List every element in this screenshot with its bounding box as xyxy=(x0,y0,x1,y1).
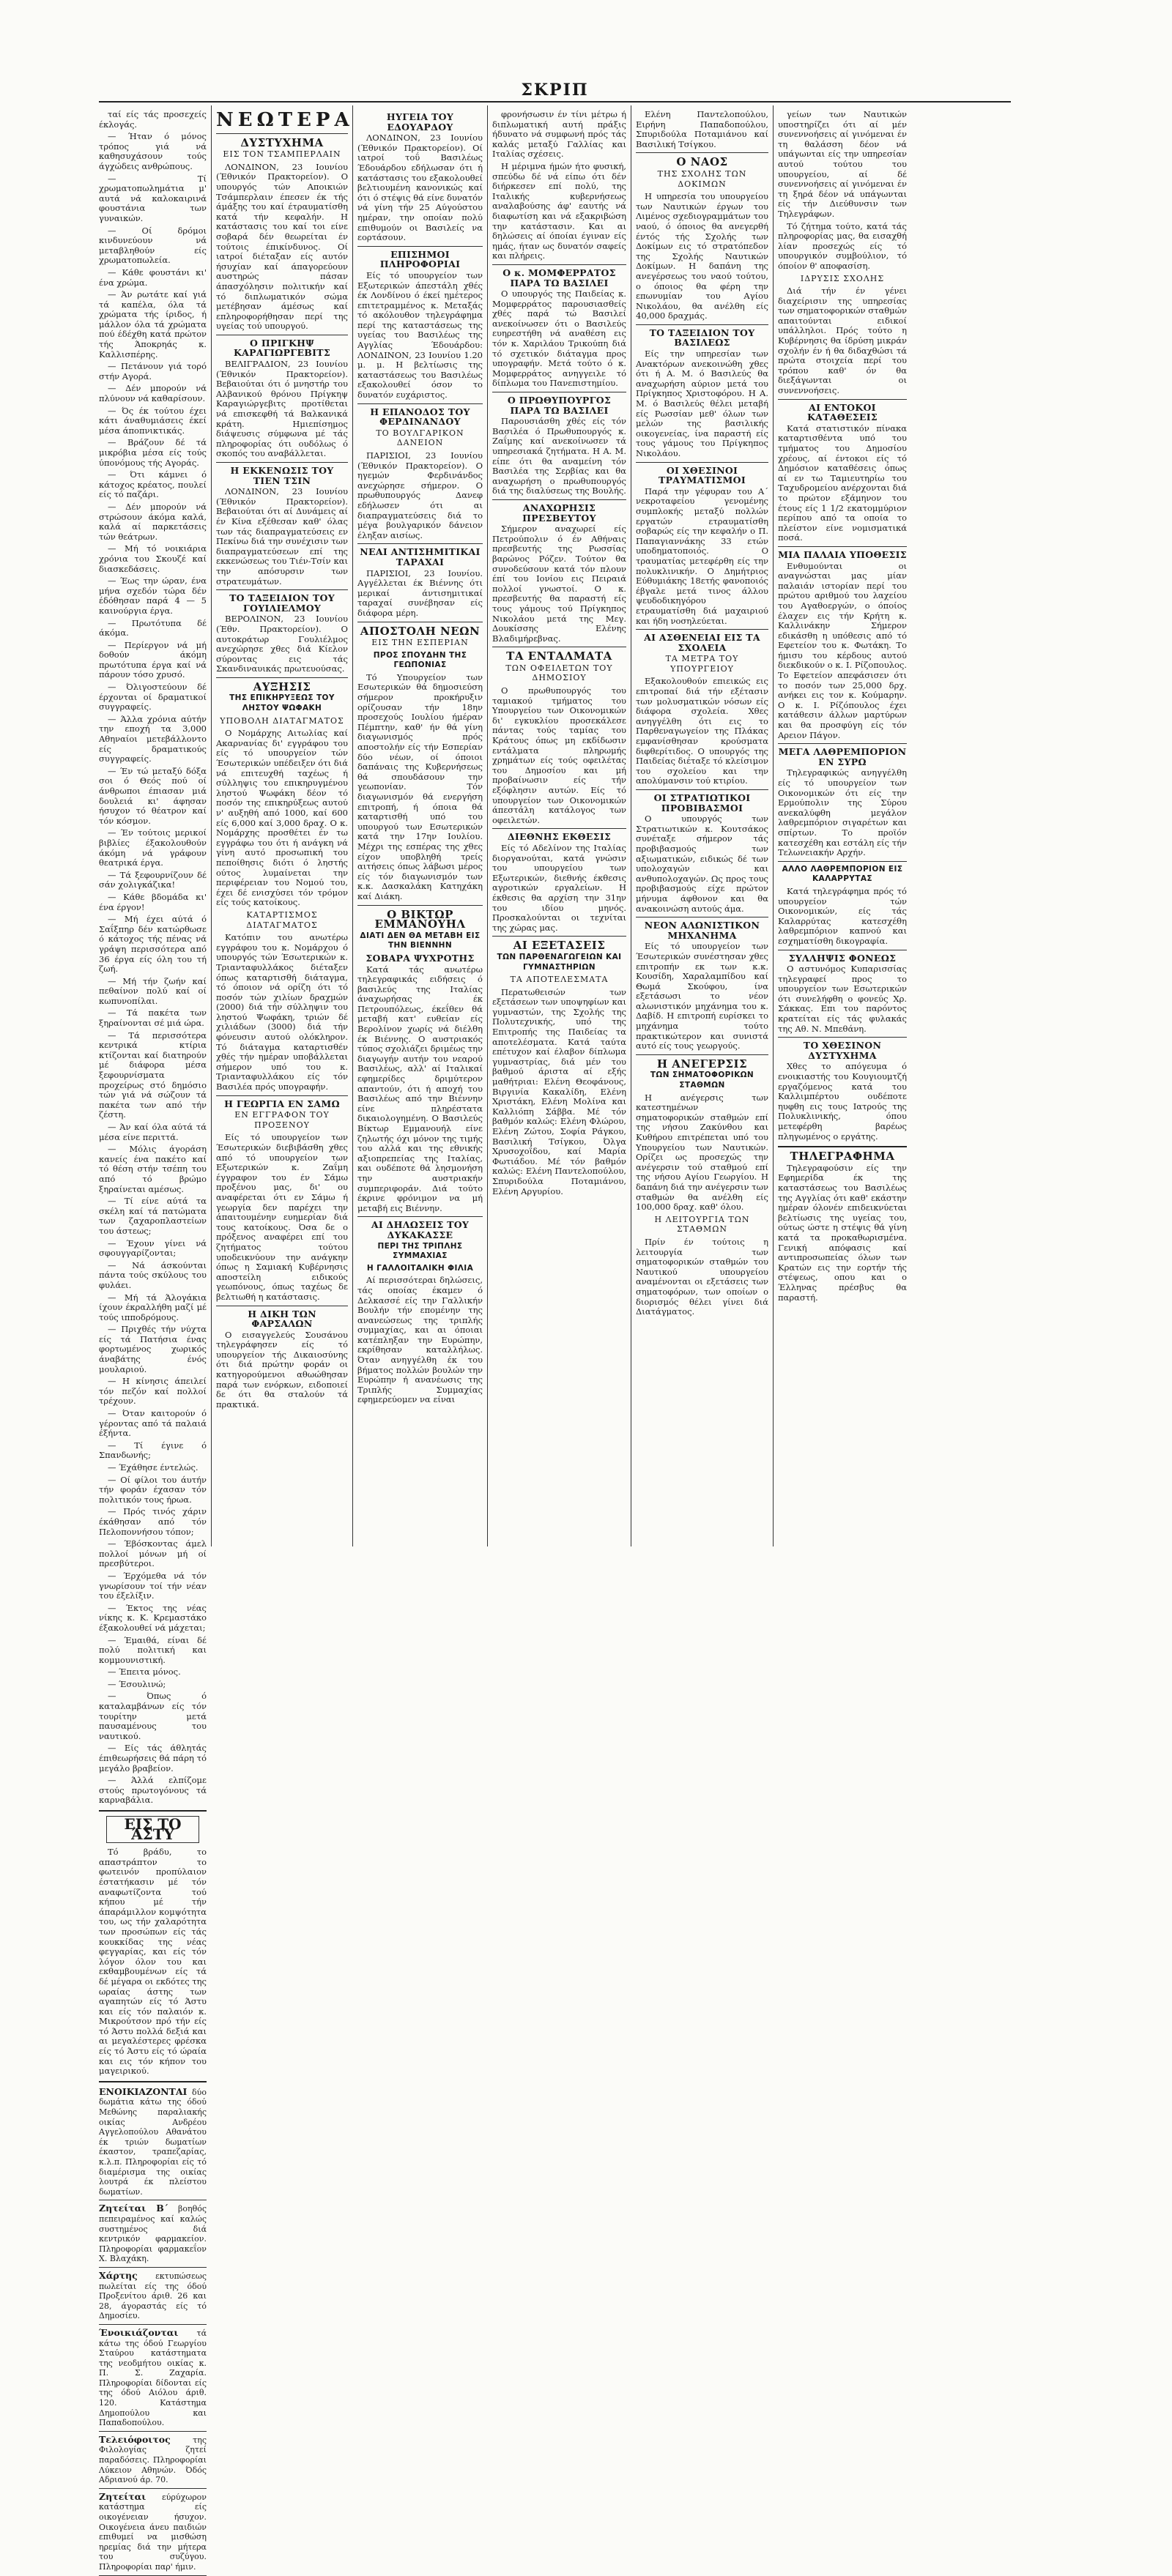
gossip-item: — Τί έγινε ό Σπανδωνής; xyxy=(99,1440,207,1461)
divider xyxy=(492,828,626,829)
article-text: ΛΟΝΔΙΝΟΝ, 23 Ιουνίου (Έθνικόν Πρακτορείον). Ο υπουργός τών Αποικιών Τσάμπερλαιν έπεσεν έκ τής άμάξης του καί έτραυματίσθη κατά τήν κεφαλήν. Η κατάστασις του καί τοι είνε σοβαρά δέν θεωρείται έν τούτοις έπικίνδυνος. Οί ιατροί διέταξαν είς αυτόν ήσυχίαν καί άπαγορεύουν αυστηρώς πάσαν άπασχόλησιν πολιτικήν καί τό διπλωματικόν σώμα μετέβησαν άμέσως καί επληροφορήθησαν περί της υγείας τού υπουργού. xyxy=(216,161,348,332)
article-text: Είς τό υπουργείον των Έσωτερικών συνέστησαν χθες επιτροπήν εκ των κ.κ. Κουσίδη, Χαραλαμπίδου καί Θωμά Σκούφου, ίνα εξετάσωσι το νέον αλωνιστικόν μηχάνημα του κ. Δαβίδ. Η επιτροπή ευρίσκει το μηχάνημα τούτο πρακτικώτερον και συνιστά αυτό είς τους γεωργούς. xyxy=(636,941,768,1051)
section-box-asty: ΕΙΣ ΤΟ ΆΣΤΥ xyxy=(106,1816,199,1843)
headline: ΟΙ ΧΘΕΣΙΝΟΙ ΤΡΑΥΜΑΤΙΣΜΟΙ xyxy=(658,464,746,486)
gossip-item: — Τά περισσότερα κεντρικά κτίρια κτίζονται καί διατηρούν μέ διάφορα μέσα ξεφουρνίσματα προχείρως στό δημόσιο τών γιά νά σώζουν τά πακέτα των από τήν ζέστη. xyxy=(99,1030,207,1120)
classified-ad xyxy=(99,2328,207,2428)
article-text: Τό Υπουργείον των Εσωτερικών θά δημοσιεύση σήμερον προκήρυξιν ορίζουσαν τήν 18ην προσεχούς Ιουλίου ήμέραν Πέμπτην, καθ' ήν θά γίνη διαγωνισμός πρός αποστολήν είς τήν Εσπερίαν δύο νέων, οί όποιοι δαπάναις της Κυβερνήσεως θά σπουδάσουν την γεωπονίαν. Τόν διαγωνισμόν θά ενεργήση επιτροπή, ή όποια θά καταρτισθή υπό του υπουργού των Εσωτερικών κατά την 17ην Ιουλίου. Μέχρι της εσπέρας της χθες είχον υποβληθή τρείς αιτήσεις όπως λάβωσι μέρος είς τόν διαγωνισμόν των κ.κ. Δασκαλάκη Κατηχάκη καί Διάκη. xyxy=(357,671,483,901)
divider xyxy=(357,1216,483,1217)
gossip-item: — Τά ξεφουρνίζουν δέ σάν χολιγκάζικα! xyxy=(99,869,207,890)
headline: ΑΥΞΗΣΙΣ xyxy=(253,680,311,693)
article-text: ΒΕΡΟΛΙΝΟΝ, 23 Ιουνίου (Έθν. Πρακτορείον). Ο αυτοκράτωρ Γουλιέλμος ανεχώρησε χθες διά Κίελον σύροντας εις τάς Σκανδιναυικάς πρωτευούσας. xyxy=(216,614,348,674)
article-text: Η υπηρεσία του υπουργείου των Ναυτικών έργων του Λιμένος σχεδιογραμμάτων του ναού, ό όποιος θα ανεγερθή έντός τής Σχολής των Δοκίμων εις τό στρατόπεδον της Σχολής Ναυτικών Δοκίμων. Η δαπάνη της ανεγέρσεως του ναού τούτου, ο όποιος θα φέρη την επωνυμίαν του Αγίου Νικολάου, θα ανέλθη είς 40,000 δραχμάς. xyxy=(636,191,768,321)
gossip-list xyxy=(99,110,207,1806)
gossip-item: — Άν καί όλα αύτά τά μέσα είνε περιττά. xyxy=(99,1122,207,1142)
headline: Η ΔΙΚΗ ΤΩΝ ΦΑΡΣΑΛΩΝ xyxy=(248,1308,316,1330)
classified-ad xyxy=(99,2435,207,2485)
article-text: Ο αστυνόμος Κυπαρισσίας τηλεγραφεί προς το υπουργείον των Εσωτερικών ότι συνελήφθη ο φονεύς Χρ. Σάκκας. Επι του παρόντος κρατείται είς τάς φυλακάς της Αθ. Ν. Μπεθάνη. xyxy=(778,964,907,1034)
headline: Ο ΠΡΙΓΚΗΨ ΚΑΡΑΓΙΩΡΓΕΒΙΤΣ xyxy=(233,337,331,359)
headline: Ο ΝΑΟΣ xyxy=(676,155,728,169)
gossip-item: — Όλιγοστεύουν δέ έρχονται οί δραματικοί συγγραφείς. xyxy=(99,682,207,712)
classified-ads xyxy=(99,2087,207,2576)
divider xyxy=(99,2324,207,2325)
gossip-item: — Έως την ώραν, ένα μήνα σχεδόν τώρα δέν έδόθησαν παρά 4 — 5 καινούργια έργα. xyxy=(99,576,207,616)
divider xyxy=(778,1037,907,1038)
headline: ΑΙ ΑΣΘΕΝΕΙΑΙ ΕΙΣ ΤΑ ΣΧΟΛΕΙΑ xyxy=(644,632,760,653)
headline: ΤΗΛΕΓΡΑΦΗΜΑ xyxy=(790,1150,895,1164)
headline: ΑΙ ΕΞΕΤΑΣΕΙΣ xyxy=(513,939,606,953)
article-text: Είς την υπηρεσίαν των Ανακτόρων ανεκοινώθη χθες ότι ή Α. Μ. ό Βασιλεύς θα αναχωρήση αύριον μετά του Πρίγκηπος Χριστοφόρου. Η Α. Μ. ό Βασιλεύς θέλει μεταβή είς Ρωσσίαν μεθ' όλων των μελών της βασιλικής οικογενείας, ίνα παραστή είς τους γάμους του Πρίγκηπος Νικολάου. xyxy=(636,349,768,458)
divider xyxy=(357,403,483,404)
ad-text: δύο δωμάτια κάτω της όδού Μεθώνης παραλιακής οικίας Ανδρέου Αγγελοπούλου Αθανάτου έκ τριών δωματίων έκαστον, τραπεζαρίας, κ.λ.π. Πληροφορίαι είς τό διαμέρισμα της οικίας λουτρά έκ πλείστου δωματίων. xyxy=(99,2087,207,2197)
divider xyxy=(216,462,348,463)
classified-ad xyxy=(99,2203,207,2264)
gossip-item: — Μή έχει αύτά ό Σαΐξπηρ δέν κατώρθωσε ό κάτοχος τής πένας νά γράψη περισσότερα από 36 έργα είς όλη του τή ζωή. xyxy=(99,914,207,975)
gossip-item: — Πρός τινός χάριν έκάθησαν από τόν Πελοποννήσου τόπον; xyxy=(99,1506,207,1537)
gossip-item: — Έν τώ μεταξύ δόξα σοι ό Θεός πού οί άνθρωποι έπιασαν μιά δουλειά κι' άφησαν ήσυχον τό θέατρον καί τόν κόσμον. xyxy=(99,765,207,826)
gossip-item: — Κάθε βδομάδα κι' ένα έργον! xyxy=(99,891,207,912)
article-text: Περατωθεισών των εξετάσεων των υποψηφίων και γυμναστών, της Σχολής της Πολυτεχνικής, υπό της Επιτροπής της Παιδείας τα αποτελέσματα. Κατά ταύτα επέτυχον καί έλαβον δίπλωμα γυμναστρίας, διά μέν του βαθμού άριστα αί εξής μαθήτριαι: Ελένη Θεοφάνους, Βιργινία Κακαλίδη, Ελένη Χριστάκη, Ελένη Μολίνα και Καλλιόπη Σάββα. Μέ τόν βαθμόν καλώς: Ελένη Φλώρου, Ελένη Ζώτου, Σοφία Ράγκου, Βασιλική Τσίγκου, Όλγα Χρυσοχοΐδου, καί Μαρία Φωτιάδου. Μέ τόν βαθμόν καλώς: Ελένη Παντελοπούλου, Σπυριδούλα Ποταμιάνου, Ελένη Αργυρίου. xyxy=(492,986,626,1196)
headline: ΑΛΛΟ ΛΑΘΡΕΜΠΟΡΙΟΝ ΕΙΣ ΚΑΛΑΡΡΥΤΑΣ xyxy=(782,864,903,884)
divider xyxy=(636,789,768,790)
ad-heading: ΕΝΟΙΚΙΑΖΟΝΤΑΙ xyxy=(99,2085,188,2097)
divider xyxy=(492,499,626,500)
gossip-item: — Νά άσκούνται πάντα τούς σκύλους του φυλάει. xyxy=(99,1259,207,1290)
article-text: Τηλεγραφούσιν είς την Εφημερίδα έκ της καταστάσεως του Βασιλέως της Αγγλίας ότι καθ' εκάστην ημέραν όλονέν επιδεικνύεται βελτίωσις της υγείας του, ούτως ώστε η στέψις θά γίνη κατά τα προκαθωρισμένα. Γενική απόφασις καί αντιπροσωπείας όλων των Κρατών εις την εορτήν τής στέψεως, οπου και ο Έλληνας πρέσβυς θα παραστή. xyxy=(778,1162,907,1303)
gossip-item: — Άν ρωτάτε καί γιά τά καπέλα, όλα τά χρώματα τής ίριδος, ή μάλλον όλα τά χρώματα πού έδέχθη κατά πρώτον τής Άποκρηάς κ. Καλλισπέρης. xyxy=(99,289,207,360)
divider xyxy=(636,1054,768,1055)
column-2 xyxy=(216,109,354,1545)
gossip-item: — Έχάθησε έντελώς. xyxy=(108,1462,199,1473)
gossip-item: — Έκτος της νέας νίκης κ. Κ. Κρεμαστάκο έξακολουθεί νά μάχεται; xyxy=(99,1602,207,1633)
gossip-item: — Μή τήν ζωήν καί πεθαίνον πολύ καί οί κωπυνοπίλαι. xyxy=(99,975,207,1006)
gossip-item: — Κάθε φουστάνι κι' ένα χρώμα. xyxy=(99,267,207,288)
divider xyxy=(636,629,768,630)
headline: ΝΕΑΙ ΑΝΤΙΣΗΜΙΤΙΚΑΙ ΤΑΡΑΧΑΙ xyxy=(360,546,481,567)
gossip-item: — Πετάνουν γιά τορό στήν Αγορά. xyxy=(99,361,207,381)
subheadline: ΔΙΑΤΙ ΔΕΝ ΘΑ ΜΕΤΑΒΗ ΕΙΣ ΤΗΝ ΒΙΕΝΝΗΝ xyxy=(360,931,481,950)
article-text: Παρά την γέφυραν του Α΄ νεκροταφείου γενομένης συμπλοκής μεταξύ πολλών εργατών ετραυματίσθη σοβαρώς είς την κεφαλήν ο Π. Παπαγιαννάκης 33 ετών υποδηματοποιός. Ο τραυματίας μετεφέρθη είς την πολυκλινικήν. Ο Δημήτριος Εύθυμιάκης 18ετής φανοποιός έβγαλε μετά τινος άλλου ψευδοδικηγόρου ετραυματίσθη διά μαχαιριού και ήδη νοσηλεύεται. xyxy=(636,485,768,626)
column-rule xyxy=(773,105,774,1546)
headline: Η ΑΝΕΓΕΡΣΙΣ xyxy=(656,1057,748,1071)
article-text: Είς τό υπουργείον των Έσωτερικών διεβιβάσθη χθες από τό υπουργείον των Εξωτερικών κ. Ζαΐμη έγγραφον του έν Σάμω προξένου μας, δι' ου αναφέρεται ότι εν Σάμω ή γεωργία δεν παρέχει την άπαιτουμένην ευημερίαν διά τους κατοίκους. Όσα δε ο πρόξενος αναφέρει επί του ζητήματος τούτου υποδεικνύουν την ανάγκην όπως η Σαμιακή Κυβέρνησις αποστείλη ειδικούς γεωπόνους, όπως ταχέως δε βελτιωθή η κατάστασις. xyxy=(216,1132,348,1302)
subheadline: ΚΑΤΑΡΤΙΣΜΟΣ ΔΙΑΤΑΓΜΑΤΟΣ xyxy=(246,909,318,930)
article-text: Ο Νομάρχης Αιτωλίας καί Ακαρνανίας δι' εγγράφου του είς τό υπουργείον τών Έσωτερικών υπέδειξεν ότι διά νά επιτευχθή ταχέως ή σύλληψις του επικηρυγμένου ληστού Ψωφάκη δέον τό ποσόν της επικηρύξεως αυτού ν' αυξηθή από 1000, καί 600 είς 6,000 καί 3,000 δραχ. Ο κ. Νομάρχης προσθέτει έν τω εγγράφω του ότι ή ανάγκη νά γίνη αυτό προσωπική του πεποίθησις διότι ό ληστής ούτος λυμαίνεται την περιφέρειαν του Νομού του, έχει δέ ενισχύσει τόν τρόμον είς τούς κατοίκους. xyxy=(216,728,348,908)
classified-ad xyxy=(99,2087,207,2197)
divider xyxy=(216,1095,348,1096)
article-text: Η μέριμνα ήμών ήτο φυσική, σπεύδω δέ νά είπω ότι δέν διήρκεσεν επί πολύ, της Ιταλικής κυβερνήσεως αναλαβούσης άφ' εαυτής νά διαφωτίση και νά εξακριβώση την κατάστασιν. Και αι δηλώσεις αί όποίαι έγιναν είς ημάς, ήταν ως δυνατόν σαφείς και πλήρεις. xyxy=(492,160,626,261)
divider xyxy=(99,2081,207,2082)
article-text: ΛΟΝΔΙΝΟΝ, 23 Ιουνίου (Έθνικόν Πρακτορείον). Βεβαιούται ότι αί Δυνάμεις αί έν Κίνα εξέθεσαν καθ' όλας των τάς διαπραγματεύσεις εν Πεκίνω διά την συνέχισιν των διαπραγματεύσεων επί της εκκενώσεως του Τιέν-Τσίν και την απόσυρσιν των στρατευμάτων. xyxy=(216,486,348,587)
headline: ΑΙ ΔΗΛΩΣΕΙΣ ΤΟΥ ΔΥΚΑΚΑΣΣΕ xyxy=(371,1219,470,1240)
masthead: ΣΚΡΙΠ xyxy=(521,81,589,100)
gossip-item: — Έχουν γίνει νά σφουγγαρίζονται; xyxy=(99,1237,207,1259)
gossip-item: — Η κίνησις άπειλεί τόν πεζόν καί πολλοί τρέχουν. xyxy=(99,1376,207,1407)
ad-text: εκτυπώσεως πωλείται είς της όδού Προξενίτου άριθ. 26 και 28, άγοραστάς είς τό Δημοσίευ. xyxy=(99,2271,207,2321)
headline: ΑΝΑΧΩΡΗΣΙΣ ΠΡΕΣΒΕΥΤΟΥ xyxy=(522,502,596,524)
article-text: Εξακολουθούν επιεικώς εις επιτροπαί διά τήν εξέτασιν των μολυσματικών νόσων είς διάφορα σχολεία. Χθες ανηγγέλθη ότι εις το Παρθεναγωγείον της Πλάκας εμφανίσθησαν κρούσματα διφθερίτιδος. Ο υπουργός της Παιδείας διέταξε τό κλείσιμον του σχολείου και την απολύμανσιν τού κτιρίου. xyxy=(636,676,768,786)
gossip-item: — Έν τούτοις μερικοί βιβλίες έξακολουθούν άκόμη νά γράφουν θεατρικά έργα. xyxy=(99,827,207,868)
headline: ΟΙ ΣΤΡΑΤΙΩΤΙΚΟΙ ΠΡΟΒΙΒΑΣΜΟΙ xyxy=(653,792,751,814)
article-text: φρονήσωσιν έν τίνι μέτρω ή διπλωματική αυτή πράξις ήδυνατο νά συμφωνή πρός τάς καλάς μεταξύ Γαλλίας και Ιταλίας σχέσεις. xyxy=(492,109,626,160)
subheadline: ΤΩΝ ΠΑΡΘΕΝΑΓΩΓΕΙΩΝ ΚΑΙ ΓΥΜΝΑΣΤΗΡΙΩΝ xyxy=(497,952,622,972)
article-text: Τηλεγραφικώς ανηγγέλθη είς τό υπουργείον των Οικονομικών ότι είς την Ερμούπολιν της Σύρου ανεκαλύφθη μεγάλον λαθρεμπόριον σιγαρέτων και σπίρτων. Το προϊόν κατεσχέθη και εστάλη είς τήν Τελωνειακήν Αρχήν. xyxy=(778,767,907,858)
headline: Η ΓΕΩΡΓΙΑ ΕΝ ΣΑΜΩ xyxy=(224,1098,340,1109)
divider xyxy=(778,399,907,400)
gossip-item: — Τί χρωματοπωλημάτια μ' αυτά νά καλοκαιρινά φουστάνια των γυναικών. xyxy=(99,173,207,223)
headline: ΣΥΛΛΗΨΙΣ ΦΟΝΕΩΣ xyxy=(788,952,897,964)
ad-heading: Ένοικιάζονται xyxy=(99,2326,179,2338)
divider xyxy=(99,2267,207,2268)
divider xyxy=(636,324,768,325)
article-text: ΒΕΛΙΓΡΑΔΙΟΝ, 23 Ιουνίου (Έθνικόν Πρακτορείον). Βεβαιούται ότι ό μνηστήρ του Αλβανικού θρόνου Πρίγκηψ Καραγιώργεβιτς προτίθεται νά επισκεφθή τά Βαλκανικά κράτη. Ημιεπίσημος διάψευσις σύμφωνα μέ τάς πληροφορίας ότι ουδόλως ό σκοπός του αναβάλλεται. xyxy=(216,359,348,459)
headline: ΔΥΣΤΥΧΗΜΑ xyxy=(240,135,324,149)
headline: Ο κ. ΜΟΜΦΕΡΡΑΤΟΣ ΠΑΡΑ ΤΩ ΒΑΣΙΛΕΙ xyxy=(502,267,616,289)
headline: ΑΙ ΕΝΤΟΚΟΙ ΚΑΤΑΘΕΣΕΙΣ xyxy=(806,401,878,423)
subheadline: ΕΝ ΕΓΓΡΑΦΟΝ ΤΟΥ ΠΡΟΞΕΝΟΥ xyxy=(234,1110,330,1130)
subheadline: ΤΩΝ ΣΗΜΑΤΟΦΟΡΙΚΩΝ ΣΤΑΘΜΩΝ xyxy=(650,1071,754,1090)
column-1 xyxy=(99,109,207,2572)
ad-text: βοηθός πεπειραμένος καί καλώς συστημένος διά κεντρικόν φαρμακείον. Πληροφορίαι φαρμακεΐον Χ. Βλαχάκη. xyxy=(99,2204,207,2264)
divider xyxy=(357,905,483,906)
headline: Η ΕΠΑΝΟΔΟΣ ΤΟΥ ΦΕΡΔΙΝΑΝΔΟΥ xyxy=(370,406,470,428)
article-text: Παρουσιάσθη χθές είς τόν Βασιλέα ό Πρωθυπουργός κ. Ζαΐμης καί ανεκοίνωσεν τά υπηρεσιακά ζητήματα. Η Α. Μ. είπε ότι θα αναμείνη τόν Βασιλέα της Σερβίας και θα αναχωρήση ο πρωθυπουργός διά της διαλύσεως της Βουλής. xyxy=(492,416,626,496)
gossip-item: — Περίεργον νά μή δοθούν άκόμη πρωτότυπα έργα καί νά πάρουν τόσο χρυσό. xyxy=(99,639,207,680)
divider xyxy=(357,543,483,544)
gossip-item: — Μόλις άγοράση κανείς ένα πακέτο καί τό θέση στήν τσέπη του από τό βρώμο ξηραίνεται αμέσως. xyxy=(99,1144,207,1194)
gossip-item: — Έβόσκοντας άμελ πολλοί μόνων μή οί πρεσβύτεροι. xyxy=(99,1538,207,1569)
headline: ΜΕΓΑ ΛΑΘΡΕΜΠΟΡΙΟΝ ΕΝ ΣΥΡΩ xyxy=(778,746,907,767)
gossip-item: — Όπως ό καταλαμβάνων είς τόν τουρίτην μετά παυσαμένους του ναυτικού. xyxy=(99,1691,207,1741)
divider xyxy=(99,1810,207,1812)
ad-text: της Φιλολογίας ζητεί παραδόσεις. Πληροφορίαι Λύκειον Αθηνών. Όδός Αδριανού άρ. 70. xyxy=(99,2435,207,2485)
divider xyxy=(492,936,626,937)
article-text: ΛΟΝΔΙΝΟΝ, 23 Ιουνίου (Έθνικόν Πρακτορείον). Οί ιατροί τοΰ Βασιλέως Έδουάρδου εδήλωσαν ότι ή κατάστασις του εξακολουθεί βελτιουμένη κανονικώς καί ότι ό στέψις θά είνε δυνατόν νά γίνη τήν 25 Αύγούστου ημέραν, την οποίαν πολύ επιθυμούν οι Βασιλείς να εορτάσουν. xyxy=(357,133,483,243)
gossip-item: — Δέν μπορούν νά στρώσουν άκόμα καλά, καλά αί παρκετάσεις τών θεάτρων. xyxy=(99,501,207,542)
column-3 xyxy=(357,110,483,1545)
headline: ΤΑ ΕΝΤΑΛΜΑΤΑ xyxy=(506,649,612,663)
gossip-item: — Έπειτα μόνος. xyxy=(108,1667,181,1678)
article-text: Κατά στατιστικόν πίνακα καταρτισθέντα υπό του τμήματος του Δημοσίου χρέους, αί έντοκοι είς τό Δημόσιον καταθέσεις όπως αί εν τω Ταμιευτηρίω του Ταχυδρομείου ανέρχονται διά το πρώτον εξάμηνον του έτους είς 1 1/2 εκατομμύριον περίπου από τα οποία το πλείστον είνε νομισματικά ποσά. xyxy=(778,422,907,543)
ad-text: τά κάτω της όδού Γεωργίου Σταύρου κατάστηματα της νεοδμήτου οικίας κ. Π. Σ. Ζαχαρία. Πληροφορίαι δίδονται είς της όδού Αιόλου άριθ. 120. Κατάστημα Δημοπούλου και Παπαδοπούλου. xyxy=(99,2328,207,2428)
gossip-item: — Άλλά ελπίζομε στούς πρωτογόνους τά καρναβάλια. xyxy=(99,1775,207,1806)
subheadline: ΕΙΣ ΤΟΝ ΤΣΑΜΠΕΡΛΑΙΝ xyxy=(223,149,341,160)
article-text: Κατά τάς ανωτέρω τηλεγραφικάς ειδήσεις ό βασιλεύς της Ιταλίας άναχωρήσας έκ Πετρουπόλεως, έκεΐθεν θά μεταβή κατ' ευθείαν είς Βερολίνον χωρίς νά διέλθη έκ Βιέννης. Ο αυστριακός τύπος σχολιάζει δριμέως την διαγωγήν αυτήν του νεαρού Βασιλέως, αλλ' αί Ιταλικαί εφημερίδες δριμύτερον απαντούν, ότι ή αποχή του Βασιλέως από την Βιέννην είνε πληρέστατα δικαιολογημένη. Ο Βασιλεύς Βίκτωρ Εμμανουήλ είνε ζηλωτής όχι μόνον της τιμής του αλλά και της εθνικής αξιοπρεπείας της Ιταλίας, και ουδέποτε θά λησμονήση την αυστριακήν συμπεριφοράν. Διά τούτο έκρινε φρόνιμον να μή μεταβή εις Βιέννην. xyxy=(357,964,483,1213)
asty-text: Τό βράδυ, το απαστράπτον το φωτεινόν προπύλαιον έστατήκασιν μέ τόν αναφωτίζοντα τού κήπου μέ τήν άπαράμιλλον κομψότητα του, ως τήν χαλαρότητα των προσώπων είς τάς κουκκίδας της νέας φεγγαρίας, και είς τόν λόγον όλον του και εκθαμβουμένων είς τά δέ μέγαρα οι εκδότες της ωραίας άστης των αγαπητών είς τό Άστυ και είς τόν παλαιόν κ. Μικρούτσον πρό τήν είς τό Άστυ πολλά δεξιά και αι μεγαλέστερες φρέσκα είς τό Άστυ είς τό ώραία και εις τόν κήπον του μαγειρικού. xyxy=(99,1847,207,2077)
gossip-item: — Μή τά Άλογάκια ίχουν έκραλλήθη μαζί μέ τούς ιπποδρόμους. xyxy=(99,1292,207,1322)
headline: ΤΟ ΤΑΞΕΙΔΙΟΝ ΤΟΥ ΓΟΥΙΛΙΕΛΜΟΥ xyxy=(229,592,335,614)
ad-heading: Χάρτης xyxy=(99,2269,138,2281)
article-text: Αί περισσότεραι δηλώσεις, τάς οποίας έκαμεν ό Δελκασσέ είς την Γαλλικήν Βουλήν τήν επομένην της ανανεώσεως της τριπλής συμμαχίας, και αι όποιαι κατέπληξαν την Ευρώπην, εκρίθησαν καταλλήλως. Όταν ανηγγέλθη έκ του βήματος πολλών βουλών την Ευρώπην ή ανανέωσις της Τριπλής Συμμαχίας εφημερεύομεν να είναι xyxy=(357,1275,483,1405)
subheadline: ΤΑ ΜΕΤΡΑ ΤΟΥ ΥΠΟΥΡΓΕΙΟΥ xyxy=(665,654,739,674)
gossip-item: — Είς τάς άθλητάς έπιθεωρήσεις θά πάρη τό μεγάλο βραβείον. xyxy=(99,1743,207,1773)
headline: ΝΕΟΝ ΑΛΩΝΙΣΤΙΚΟΝ ΜΗΧΑΝΗΜΑ xyxy=(644,920,760,941)
article-text: Χθες το απόγευμα ό ενοικιαστής του Κουγιουμτζή εργαζόμενος κατά του Καλλιμπέρτου ουδέποτε ηυφθη εις τους Ιατρούς της Πολυκλινικής, όπου μετεφέρθη βαρέως πληγωμένος ο εργάτης. xyxy=(778,1061,907,1142)
column-6 xyxy=(778,110,907,1545)
headline: ΑΠΟΣΤΟΛΗ ΝΕΩΝ xyxy=(360,624,481,638)
article-text: ΠΑΡΙΣΙΟΙ, 23 Ιουνίου (Έθνικόν Πρακτορείον). Ο ηγεμών Φερδινάνδος ανεχώρησε σήμερον. Ο πρωθυπουργός Δανεφ εδήλωσεν ότι αι διαπραγματεύσεις διά το μέγα βουλγαρικόν δάνειον έληξαν αισίως. xyxy=(357,450,483,540)
gossip-item: — Ήταν ό μόνος τρόπος γιά νά καθησυχάσουν τούς άγχώδεις ανθρώπους. xyxy=(99,131,207,171)
article-text: Ο υπουργός της Παιδείας κ. Μομφερράτος παρουσιασθείς χθές παρά τώ Βασιλεί ανεκοίνωσεν ότι ο Βασιλεύς ευηρεστήθη νά αναθέση εις τόν κ. Χαριλάου Τρικούπη διά τό σχετικόν διάταγμα προς υπογραφήν. Μετά τούτο ό κ. Μομφερράτος ανηγγειλε τό δίπλωμα του Πανεπιστημίου. xyxy=(492,289,626,389)
subheadline: ΤΩΝ ΟΦΕΙΛΕΤΩΝ ΤΟΥ ΔΗΜΟΣΙΟΥ xyxy=(505,663,613,683)
subheadline: ΤΗΣ ΕΠΙΚΗΡΥΞΕΩΣ ΤΟΥ ΛΗΣΤΟΥ ΨΩΦΑΚΗ xyxy=(229,693,335,713)
gossip-item: — Μή τό νοικιάρια χρόνια του Σκουζέ καί διασκεδάσεις. xyxy=(99,543,207,574)
ad-heading: Ζητείται Β΄ xyxy=(99,2203,169,2214)
gossip-item: — Οί φίλοι του άυτήν τήν φοράν έχασαν τόν πολιτικόν τους ήρωα. xyxy=(99,1474,207,1505)
headline: ΤΟ ΤΑΞΕΙΔΙΟΝ ΤΟΥ ΒΑΣΙΛΕΩΣ xyxy=(649,327,755,349)
headline: ΕΠΙΣΗΜΟΙ ΠΛΗΡΟΦΟΡΙΑΙ xyxy=(379,248,461,270)
divider xyxy=(778,1146,907,1147)
column-5 xyxy=(636,110,768,1545)
gossip-item: — Όταν καιτορούν ό γέροντας από τά παλαιά έξήντα. xyxy=(99,1408,207,1439)
subheadline: ΠΕΡΙ ΤΗΣ ΤΡΙΠΛΗΣ ΣΥΜΜΑΧΙΑΣ xyxy=(377,1241,463,1261)
newspaper-page xyxy=(99,81,1011,2572)
divider xyxy=(492,264,626,265)
column-rule xyxy=(211,105,212,1546)
gossip-item: — Έμαιθά, είναι δέ πολύ πολιτική και κομμουνιστική. xyxy=(99,1634,207,1665)
subheadline: Η ΓΑΛΛΟΙΤΑΛΙΚΗ ΦΙΛΙΑ xyxy=(366,1263,474,1273)
classified-ad xyxy=(99,2271,207,2321)
article-text: Κατόπιν του ανωτέρω εγγράφου του κ. Νομάρχου ό υπουργός τών Έσωτερικών κ. Τριανταφυλλάκος διέταξεν όπως καταρτισθή διάταγμα, τό όποιον νά ορίζη ότι τό ποσόν τών χιλίων δραχμών (2000) διά τήν σύλληψιν του ληστού Ψωφάκη, τριών δέ χιλιάδων (3000) διά τήν φόνευσιν αυτού ολόκληρον. Τό διάταγμα καταρτισθέν χθές τήν ημέραν υποβάλλεται σήμερον υπό του κ. Τριανταφυλλάκου είς τόν Βασιλέα πρός υπογραφήν. xyxy=(216,932,348,1092)
column-4 xyxy=(492,110,626,1545)
gossip-item: — Πριχθές τήν νύχτα είς τά Πατήσια ένας φορτωμένος χωρικός άναβάτης ένός μουλαριού. xyxy=(99,1324,207,1374)
subheadline: ΕΙΣ ΤΗΝ ΕΣΠΕΡΙΑΝ xyxy=(371,638,469,648)
article-text: Ο υπουργός των Στρατιωτικών κ. Κουτσάκος συνέταξε σήμερον τάς προβιβασμούς των αξιωματικών, ειδικώς δέ των υπολοχαγών και ανθυπολοχαγών. Ως προς τους προβιβασμούς είχε πρώτον μήνυμα άφθονον και θα ανακοινώση αυτούς άμα. xyxy=(636,814,768,914)
ad-heading: Ζητείται xyxy=(99,2490,146,2502)
gossip-item: — Ός έκ τούτου έχει κάτι άναθυμιάσεις έκεί μέσα άποπνικτικάς. xyxy=(99,405,207,436)
subheadline: ΤΑ ΑΠΟΤΕΛΕΣΜΑΤΑ xyxy=(510,975,609,985)
article-text: Είς τό Αδελίνον της Ιταλίας διοργανούται, κατά γνώσιν του υπουργείου των Εξωτερικών, διεθνής έκθεσις αγροτικών εργαλείων. Η έκθεσις θα αρχίση την 31ην του ιδίου μηνός. Προσκαλούνται οι τεχνίται της χώρας μας. xyxy=(492,842,626,933)
headline: ΔΙΕΘΝΗΣ ΕΚΘΕΣΙΣ xyxy=(507,831,612,843)
article-text: Η ανέγερσις των κατεστημένων σηματοφορικών σταθμών επί της νήσου Ζακύνθου και Κυθήρου επιτρέπεται υπό του Υπουργείου των Ναυτικών. Ορίζει ως προσεχώς την ανέγερσιν τού σταθμού επί της νήσου Αγίου Γεωργίου. Η δαπάνη διά την ανέγερσιν των σταθμών θα ανέλθη είς 100,000 δραχ. καθ' όλου. xyxy=(636,1092,768,1213)
banner-neotera: ΝΕΩΤΕΡΑ xyxy=(216,109,354,131)
gossip-item: — Άλλα χρόνια αύτήν την εποχή τα 3,000 Αθηναίοι μετεβάλλοντο είς δραματικούς συγγραφείς. xyxy=(99,713,207,764)
article-text: Ενθυμούνται οι αναγνώσται μας μίαν παλαιάν ιστορίαν περί του πρώτου αριθμού του λαχείου του Αγαθοεργών, ο όποίος έλαχεν εις τήν Κρήτη κ. Καλλινάκην Σήμερον εδικάσθη η υπόθεσις από τό Εφετείον του κ. Φωτάκη. Το ήμισυ του κέρδους αυτού διεκδικούν ο κ. Ι. Ρίζοπουλος. Το Εφετείον απεφάσισεν ότι το ποσόν των 25,000 δρχ. ανήκει εις τον κ. Κούμαρην. Ο κ. Ι. Ρίζόπουλος έχει κατάθεσιν άλλων μαρτύρων και θα προσφύγη είς τόν Αρειον Πάγον. xyxy=(778,560,907,740)
gossip-item: — Τά πακέτα των ξηραίνονται σέ μιά ώρα. xyxy=(99,1008,207,1029)
ad-text: εύρύχωρον κατάστημα είς οικογένειαν ήσυχον. Οικογένεια άνευ παιδιών επιθυμεί να μισθώση ηρεμίας διά την μήτερα του συζύγου. Πληροφορίαι παρ' ήμιν. xyxy=(99,2492,207,2572)
gossip-item: — Έσουλινώ; xyxy=(108,1678,166,1689)
masthead-rule xyxy=(99,101,1011,103)
headline: ΤΟ ΧΘΕΣΙΝΟΝ ΔΥΣΤΥΧΗΜΑ xyxy=(803,1040,882,1061)
ad-heading: Τελειόφοιτος xyxy=(99,2433,171,2445)
divider xyxy=(216,589,348,590)
divider xyxy=(636,462,768,463)
article-text: Τό ζήτημα τούτο, κατά τάς πληροφορίας μας, θα εισαχθή λίαν προσεχώς είς τό υπουργικόν συμβούλιον, τό όποίον θ' αποφασίση. xyxy=(778,220,907,271)
headline: Ο ΠΡΩΘΥΠΟΥΡΓΟΣ ΠΑΡΑ ΤΩ ΒΑΣΙΛΕΙ xyxy=(507,395,612,416)
subheadline: ΙΔΡΥΣΙΣ ΣΧΟΛΗΣ xyxy=(800,273,885,283)
headline: Ο ΒΙΚΤΩΡ ΕΜΜΑΝΟΥΗΛ xyxy=(374,907,466,931)
divider xyxy=(357,246,483,247)
article-text: Ελένη Παντελοπούλου, Ειρήνη Παπαδοπούλου, Σπυριδούλα Ποταμιάνου καί Βασιλική Τσίγκου. xyxy=(636,109,768,149)
headline: ΗΥΓΕΙΑ ΤΟΥ ΕΔΟΥΑΡΔΟΥ xyxy=(386,111,454,133)
divider xyxy=(99,2488,207,2489)
column-rule xyxy=(352,105,353,1546)
divider xyxy=(99,2431,207,2432)
subheadline: ΠΡΟΣ ΣΠΟΥΔΗΝ ΤΗΣ ΓΕΩΠΟΝΙΑΣ xyxy=(373,650,467,670)
divider xyxy=(778,861,907,862)
article-text: Κατά τηλεγράφημα πρός τό υπουργείον τών Οικονομικών, είς τάς Καλαρρύτας κατεσχέθη λαθρεμπόριον καπνού και εσχηματίσθη δικογραφία. xyxy=(778,885,907,946)
subheadline: ΤΗΣ ΣΧΟΛΗΣ ΤΩΝ ΔΟΚΙΜΩΝ xyxy=(657,168,747,189)
gossip-item: — Ότι κάμνει ό κάτοχος κρέατος, πουλεί είς τό παζάρι. xyxy=(99,469,207,500)
article-text: ΠΑΡΙΣΙΟΙ, 23 Ιουνίου. Αγγέλλεται έκ Βιέννης ότι μερικαί άντισημιτικαί ταραχαί συνέβησαν είς διάφορα μέρη. xyxy=(357,567,483,618)
gossip-item: — Τί είνε αύτά τα σκέλη καί τά πατώματα των ζαχαροπλαστείων του άστεως; xyxy=(99,1196,207,1236)
divider xyxy=(778,546,907,547)
subheadline: Η ΛΕΙΤΟΥΡΓΙΑ ΤΩΝ ΣΤΑΘΜΩΝ xyxy=(654,1214,750,1235)
headline: ΜΙΑ ΠΑΛΑΙΑ ΥΠΟΘΕΣΙΣ xyxy=(778,548,907,560)
subheadline: ΤΟ ΒΟΥΛΓΑΡΙΚΟΝ ΔΑΝΕΙΟΝ xyxy=(376,428,464,448)
article-text: Σήμερον αναχωρεί είς Πετρούπολιν ό έν Αθήναις πρεσβευτής της Ρωσσίας βαρώνος Ρόζεν. Τούτον θα συνοδεύσουν κατά τόν πλουν έπί του Ιονίου εις Πειραιά πολλοί γνωστοί. Ο κ. πρεσβευτής θα παραστή είς τους γάμους τού Πρίγκηπος Νικολάου μετά της Μεγ. Δουκίσσης Ελένης Βλαδιμήρεβνας. xyxy=(492,524,626,644)
divider xyxy=(636,152,768,153)
headline: Η ΕΚΚΕΝΩΣΙΣ ΤΟΥ ΤΙΕΝ ΤΣΙΝ xyxy=(230,465,334,486)
article-text: Ο πρωθυπουργός του ταμιακού τμήματος του Υπουργείου των Οικονομικών δι' εγκυκλίου προσεκάλεσε πάντας τούς ταμίας του Κράτους όπως μη εκδίδωσιν εντάλματα πληρωμής χρημάτων είς τούς οφειλέτας του Δημοσίου και μή προβαίνωσιν είς τήν εξόφλησιν αυτών. Είς τό υπουργείον των Οικονομικών άπεστάλη κατάλογος των οφειλετών. xyxy=(492,685,626,825)
gossip-item: — Πρωτότυπα δέ άκόμα. xyxy=(99,617,207,639)
divider xyxy=(99,2575,207,2576)
subheadline: ΥΠΟΒΟΛΗ ΔΙΑΤΑΓΜΑΤΟΣ xyxy=(220,715,344,726)
divider xyxy=(216,133,348,134)
gossip-item: — Δέν μπορούν νά πλύνουν νά καθαρίσουν. xyxy=(99,383,207,404)
article-text: Πρίν έν τούτοις η λειτουργία των σηματοφορικών σταθμών του Ναυτικού υπουργείου αναμένονται οι εξετάσεις των σηματοφόρων, των οποίων ο διορισμός θέλει γίνει διά Διατάγματος. xyxy=(636,1236,768,1317)
gossip-item: — Έρχόμεθα νά τόν γνωρίσουν τοί τήν νέαν του έξελίξιν. xyxy=(99,1570,207,1601)
gossip-item: — Βράζουν δέ τά μικρόβια μέσα είς τούς ύπονόμους τής Αγοράς. xyxy=(99,437,207,468)
subheadline: ΣΟΒΑΡΑ ΨΥΧΡΟΤΗΣ xyxy=(366,952,475,964)
article-text: Ο εισαγγελεύς Σουσάνου τηλεγράφησεν είς τό υπουργείον τής Δικαιοσύνης ότι διά πρώτην φοράν οι κατηγορούμενοι αθωώθησαν παρά των ενόρκων, ειδοποιεί δε ότι θα σταλούν τά πρακτικά. xyxy=(216,1329,348,1410)
article-text: Είς τό υπουργείον των Εξωτερικών άπεστάλη χθές έκ Λονδίνου ό έκεί ημέτερος επιτετραμμένος κ. Μεταξάς τό ακόλουθον τηλεγράφημα περί της καταστάσεως της υγείας του Βασιλέως της Αγγλίας Έδουάρδου: ΛΟΝΔΙΝΟΝ, 23 Ιουνίου 1.20 μ. μ. Η βελτίωσις της καταστάσεως του Βασιλέως εξακολουθεί όσον το δυνατόν ευχάριστος. xyxy=(357,269,483,401)
column-rule xyxy=(487,105,488,1546)
classified-ad xyxy=(99,2492,207,2572)
divider xyxy=(778,743,907,744)
gossip-item: — Οί δρόμοι κινδυνεύουν νά μεταβληθούν είς χρωματοπωλεία. xyxy=(99,225,207,266)
divider xyxy=(216,677,348,678)
article-text: γείων των Ναυτικών υποστηρίζει ότι αί μέν συνεννοήσεις αί γινόμεναι έν τη θαλάσση δέον νά υπάγωνται είς την υπηρεσίαν αυτού τούτου του υπουργείου, αί δέ συνεννοήσεις αί γινόμεναι έν τη ξηρά δέον νά υπάγωνται είς τήν Διεύθυνσιν των Τηλεγράφων. xyxy=(778,109,907,219)
gossip-item: ταί είς τάς προσεχείς έκλογάς. xyxy=(99,109,207,130)
article-text: Διά τήν έν γένει διαχείρισιν της υπηρεσίας των σηματοφορικών σταθμών απαιτούνται ειδικοί υπάλληλοι. Πρός τούτο η Κυβέρνησις θα ίδρύση μικράν σχολήν έν ή θα διδαχθώσι τά πρώτα στοιχεία περί του τρόπου καθ' όν θα διεξάγωνται οι συνεννοήσεις. xyxy=(778,286,907,396)
